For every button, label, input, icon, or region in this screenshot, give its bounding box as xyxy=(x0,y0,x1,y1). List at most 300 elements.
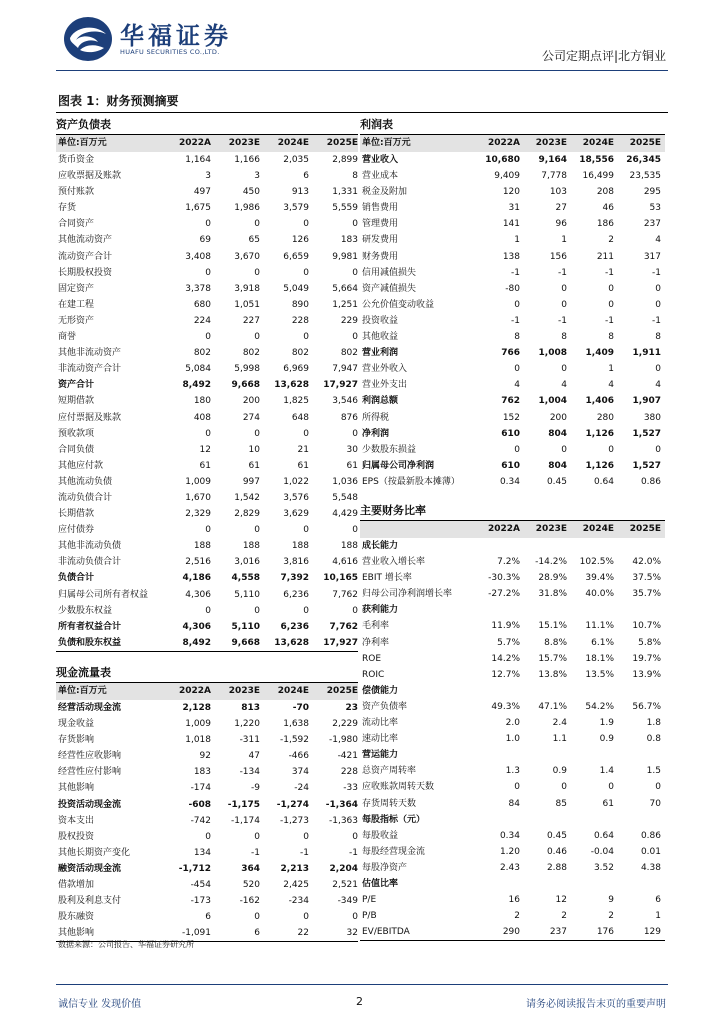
row-value: 46 xyxy=(602,203,614,214)
row-value: -1 xyxy=(605,267,614,278)
row-value: -162 xyxy=(239,896,260,907)
row-value: 0.34 xyxy=(499,830,520,841)
row-value: 1.5 xyxy=(646,766,661,777)
row-value: 30 xyxy=(346,444,358,455)
row-value: 9,981 xyxy=(332,251,358,262)
row-value: 0 xyxy=(254,605,260,616)
report-type: 公司定期点评|北方铜业 xyxy=(541,49,666,63)
table-row xyxy=(56,474,358,490)
row-value xyxy=(520,812,567,828)
row-value: 4 xyxy=(655,380,661,391)
row-value: 10,680 xyxy=(485,155,520,165)
row-label: 营业利润 xyxy=(362,348,399,359)
row-value: 0 xyxy=(352,912,358,923)
row-value xyxy=(614,876,661,892)
row-value: 0 xyxy=(608,283,614,294)
row-value: 0.86 xyxy=(640,830,661,841)
row-value: 3,579 xyxy=(283,203,309,214)
row-label: 归属母公司所有者权益 xyxy=(58,589,149,600)
row-value: 1 xyxy=(608,364,614,375)
table-row xyxy=(56,813,358,829)
row-value: 5,084 xyxy=(185,364,211,375)
row-value: 0 xyxy=(352,605,358,616)
table-title: 利润表 xyxy=(360,116,665,135)
row-value: 2,229 xyxy=(332,719,358,730)
row-value: 0 xyxy=(303,912,309,923)
table-row xyxy=(360,168,665,184)
table-row xyxy=(56,458,358,474)
row-value: -454 xyxy=(190,880,211,891)
row-value: 0 xyxy=(561,283,567,294)
row-value: 997 xyxy=(242,476,260,487)
header-2024e: 2024E xyxy=(582,524,614,534)
row-value: 6,236 xyxy=(283,589,309,600)
row-value: 2,521 xyxy=(332,880,358,891)
header-2025e: 2025E xyxy=(326,138,358,148)
row-value: 47.1% xyxy=(538,701,567,712)
row-label: 资本支出 xyxy=(58,815,95,826)
row-value: 28.9% xyxy=(538,573,567,584)
row-value: 648 xyxy=(291,412,309,423)
row-value: 0 xyxy=(205,332,211,343)
row-label: 应收票据及账款 xyxy=(58,171,122,182)
table-row xyxy=(56,152,358,168)
row-label: 应付票据及账款 xyxy=(58,412,122,423)
row-label: 信用减值损失 xyxy=(362,267,417,278)
row-value: 6 xyxy=(205,912,211,923)
row-value: 2.0 xyxy=(505,718,520,729)
row-value: 152 xyxy=(502,412,520,423)
page-number: 2 xyxy=(356,995,363,1008)
table-row xyxy=(56,635,358,651)
row-label: 每股经营现金流 xyxy=(362,846,426,857)
row-value: 211 xyxy=(596,251,614,262)
row-value: 2,899 xyxy=(332,155,358,165)
table-row xyxy=(360,812,665,828)
row-label: 其他应付款 xyxy=(58,460,104,471)
table-row xyxy=(360,410,665,426)
row-value: 53 xyxy=(649,203,661,214)
row-value: -349 xyxy=(337,896,358,907)
row-value: 39.4% xyxy=(585,573,614,584)
row-value: 1,911 xyxy=(632,348,661,359)
row-value: 26,345 xyxy=(626,155,661,165)
huafu-logo xyxy=(62,14,242,64)
row-value: 183 xyxy=(193,767,211,778)
row-label: 公允价值变动收益 xyxy=(362,299,435,310)
row-value: -0.04 xyxy=(590,846,614,857)
row-label: 预收款项 xyxy=(58,428,95,439)
row-label: 营业外支出 xyxy=(362,380,408,391)
row-value: 10.7% xyxy=(632,621,661,632)
row-value: 8 xyxy=(514,332,520,343)
row-value: 876 xyxy=(340,412,358,423)
table-row xyxy=(56,297,358,313)
row-value: 21 xyxy=(297,444,309,455)
row-value: 762 xyxy=(501,396,520,407)
row-value: 0.64 xyxy=(593,476,614,487)
row-value: 11.9% xyxy=(491,621,520,632)
row-label: 其他长期资产变化 xyxy=(58,847,131,858)
table-body xyxy=(360,152,665,490)
row-label: 所得税 xyxy=(362,412,390,423)
table-body xyxy=(56,152,358,651)
header-blank xyxy=(360,521,473,538)
row-value: 141 xyxy=(502,219,520,230)
row-label: 归母公司净利润增长率 xyxy=(362,589,453,600)
row-value xyxy=(473,747,520,763)
row-value: 42.0% xyxy=(632,557,661,568)
row-label: 股权投资 xyxy=(58,831,95,842)
table-title: 现金流量表 xyxy=(56,664,358,683)
row-value: 3,378 xyxy=(185,283,211,294)
row-label: 合同负债 xyxy=(58,444,95,455)
table-row xyxy=(360,586,665,602)
row-value: 1.4 xyxy=(599,766,614,777)
table-header-row xyxy=(56,135,358,152)
row-label: 非流动资产合计 xyxy=(58,364,122,375)
row-value: 0 xyxy=(205,219,211,230)
row-value: 22 xyxy=(297,928,309,939)
row-value: 610 xyxy=(501,428,520,439)
row-label: EV/EBITDA xyxy=(362,927,410,938)
row-value: -311 xyxy=(239,735,260,746)
row-label: 利润总额 xyxy=(362,396,399,407)
table-row xyxy=(56,345,358,361)
row-value: 3 xyxy=(254,171,260,182)
table-row xyxy=(360,474,665,490)
row-value: 3,918 xyxy=(234,283,260,294)
row-value: 766 xyxy=(501,348,520,359)
row-value xyxy=(614,538,661,554)
row-value: 0.86 xyxy=(640,476,661,487)
row-value: 11.1% xyxy=(585,621,614,632)
row-value: 802 xyxy=(193,348,211,359)
row-value: 9,164 xyxy=(538,155,567,165)
row-label: 长期股权投资 xyxy=(58,267,113,278)
row-value: 70 xyxy=(649,798,661,809)
table-row xyxy=(56,570,358,586)
row-label: 研发费用 xyxy=(362,235,399,246)
row-value: -134 xyxy=(239,767,260,778)
table-row xyxy=(360,265,665,281)
row-label: 商誉 xyxy=(58,332,77,343)
row-value xyxy=(567,602,614,618)
row-label: 借款增加 xyxy=(58,880,95,891)
row-value: 65 xyxy=(248,235,260,246)
row-value: 23,535 xyxy=(629,171,661,182)
table-row xyxy=(360,924,665,940)
row-value: 4 xyxy=(561,380,567,391)
row-value: 0 xyxy=(608,444,614,455)
row-value: 2,128 xyxy=(182,703,211,713)
row-value: 1.8 xyxy=(646,718,661,729)
row-value: 0 xyxy=(303,428,309,439)
row-value: 1.1 xyxy=(552,734,567,745)
row-value: 1,638 xyxy=(283,719,309,730)
table-row xyxy=(56,748,358,764)
header-2025e: 2025E xyxy=(326,686,358,696)
row-value: 610 xyxy=(501,460,520,471)
row-value: -1,174 xyxy=(230,815,260,826)
row-value: 49.3% xyxy=(491,701,520,712)
row-value: 16 xyxy=(508,895,520,906)
row-value: 0 xyxy=(608,782,614,793)
row-value: 9,668 xyxy=(231,380,260,391)
row-label: 其他非流动负债 xyxy=(58,541,122,552)
table-row xyxy=(56,893,358,909)
row-label: 存货 xyxy=(58,203,77,214)
table-row xyxy=(56,426,358,442)
row-value: 40.0% xyxy=(585,589,614,600)
row-value: 8,492 xyxy=(182,380,211,391)
row-label: EPS（按最新股本摊薄） xyxy=(362,476,460,487)
row-label: 净利率 xyxy=(362,637,390,648)
row-value: 0 xyxy=(655,299,661,310)
table-row xyxy=(360,731,665,747)
row-value: 1.3 xyxy=(505,766,520,777)
row-value: 183 xyxy=(340,235,358,246)
footer-divider xyxy=(56,984,668,985)
row-value: 450 xyxy=(242,187,260,198)
row-value: 0 xyxy=(655,283,661,294)
table-bottom-rule xyxy=(56,651,358,652)
row-value: 1 xyxy=(655,911,661,922)
row-label: 速动比率 xyxy=(362,734,399,745)
table-row xyxy=(56,232,358,248)
row-value: 103 xyxy=(549,187,567,198)
row-label: 合同资产 xyxy=(58,219,95,230)
row-value: 1,986 xyxy=(234,203,260,214)
row-value: 13,628 xyxy=(274,637,309,648)
row-value: 84 xyxy=(508,798,520,809)
row-value: 69 xyxy=(199,235,211,246)
row-value: 96 xyxy=(555,219,567,230)
row-value: -1 xyxy=(652,315,661,326)
row-value: 0 xyxy=(205,605,211,616)
row-value: 8.8% xyxy=(544,637,567,648)
row-value: 6 xyxy=(254,928,260,939)
row-value: 237 xyxy=(643,219,661,230)
row-value: 913 xyxy=(291,187,309,198)
row-value: 12 xyxy=(199,444,211,455)
row-label: 流动资产合计 xyxy=(58,251,113,262)
row-value xyxy=(614,812,661,828)
row-value: 0 xyxy=(655,364,661,375)
row-value: 0.64 xyxy=(593,830,614,841)
row-label: 估值比率 xyxy=(362,878,399,889)
table-row xyxy=(360,828,665,844)
row-value: 120 xyxy=(502,187,520,198)
table-row xyxy=(360,442,665,458)
row-value: 5,049 xyxy=(283,283,309,294)
header-2025e: 2025E xyxy=(629,138,661,148)
table-row xyxy=(56,587,358,603)
table-row xyxy=(56,377,358,393)
row-value xyxy=(473,876,520,892)
row-value: -1 xyxy=(652,267,661,278)
row-value: 1 xyxy=(561,235,567,246)
row-label: 所有者权益合计 xyxy=(58,621,122,632)
row-value: -173 xyxy=(190,896,211,907)
row-value xyxy=(473,602,520,618)
row-value xyxy=(520,538,567,554)
row-value: 0 xyxy=(352,525,358,536)
row-value: 374 xyxy=(291,767,309,778)
row-value: 9 xyxy=(608,895,614,906)
row-label: 短期借款 xyxy=(58,396,95,407)
row-value: 802 xyxy=(340,348,358,359)
row-value: 61 xyxy=(602,798,614,809)
row-label: 其他非流动资产 xyxy=(58,348,122,359)
row-value: 804 xyxy=(548,460,567,471)
row-value: 2,329 xyxy=(185,509,211,520)
row-value: 0.45 xyxy=(546,830,567,841)
row-value: 0 xyxy=(352,332,358,343)
row-value: 4,616 xyxy=(332,557,358,568)
row-label: 其他影响 xyxy=(58,783,95,794)
row-value: -1 xyxy=(558,315,567,326)
table-row xyxy=(56,249,358,265)
row-value: 0 xyxy=(254,912,260,923)
table-row xyxy=(360,297,665,313)
row-value: -1 xyxy=(511,315,520,326)
table-row xyxy=(56,732,358,748)
row-value: 12 xyxy=(555,895,567,906)
table-row xyxy=(56,603,358,619)
table-body xyxy=(360,538,665,940)
row-value: 23 xyxy=(345,703,358,713)
row-value: -1,712 xyxy=(178,863,211,874)
row-value: 4,186 xyxy=(182,573,211,584)
row-label: 资产负债率 xyxy=(362,701,408,712)
row-value: 17,927 xyxy=(323,380,358,391)
table-row xyxy=(56,861,358,877)
header-unit: 单位:百万元 xyxy=(58,138,107,148)
row-value: 56.7% xyxy=(632,701,661,712)
table-row xyxy=(360,892,665,908)
cash-flow-table xyxy=(56,664,358,942)
row-label: P/B xyxy=(362,911,377,922)
table-row xyxy=(56,764,358,780)
row-value xyxy=(614,683,661,699)
table-row xyxy=(360,715,665,731)
row-value xyxy=(473,812,520,828)
row-label: 获利能力 xyxy=(362,605,399,616)
row-value: 8 xyxy=(352,171,358,182)
row-label: ROE xyxy=(362,653,382,664)
row-value: 3 xyxy=(205,171,211,182)
row-value: 0 xyxy=(514,299,520,310)
table-row xyxy=(360,458,665,474)
row-value: 188 xyxy=(242,541,260,552)
row-value: 4,558 xyxy=(231,573,260,584)
table-row xyxy=(56,909,358,925)
row-value: 0 xyxy=(561,364,567,375)
row-value: 0 xyxy=(303,525,309,536)
row-value: -24 xyxy=(294,783,309,794)
logo-swirl-icon xyxy=(62,14,114,64)
row-label: P/E xyxy=(362,895,377,906)
row-label: 少数股东损益 xyxy=(362,444,417,455)
row-value: 274 xyxy=(242,412,260,423)
row-label: 净利润 xyxy=(362,428,390,439)
row-value: 1,527 xyxy=(632,428,661,439)
row-value: 0 xyxy=(514,782,520,793)
table-row xyxy=(360,393,665,409)
row-value: 15.7% xyxy=(538,653,567,664)
row-label: 应付债券 xyxy=(58,525,95,536)
row-value: 180 xyxy=(193,396,211,407)
table-row xyxy=(360,844,665,860)
row-value: 92 xyxy=(199,751,211,762)
row-value: 4,306 xyxy=(185,589,211,600)
header-2025e: 2025E xyxy=(629,524,661,534)
row-label: 经营性应收影响 xyxy=(58,751,122,762)
row-value: 6 xyxy=(655,895,661,906)
row-value xyxy=(567,747,614,763)
row-value: 802 xyxy=(291,348,309,359)
row-label: 流动负债合计 xyxy=(58,492,113,503)
logo-chinese-name: 华福证券 xyxy=(120,21,232,50)
table-row xyxy=(360,329,665,345)
row-value: 7.2% xyxy=(497,557,520,568)
row-value: 1,126 xyxy=(585,460,614,471)
row-value: 2 xyxy=(608,911,614,922)
row-value: 408 xyxy=(193,412,211,423)
table-row xyxy=(56,313,358,329)
row-value: 61 xyxy=(248,460,260,471)
row-value: 0 xyxy=(205,831,211,842)
row-label: 负债和股东权益 xyxy=(58,637,122,648)
row-value: 7,392 xyxy=(280,573,309,584)
row-value: 2,425 xyxy=(283,880,309,891)
row-value: -421 xyxy=(337,751,358,762)
row-label: 其他流动资产 xyxy=(58,235,113,246)
row-value: 1,406 xyxy=(585,396,614,407)
row-label: 少数股东权益 xyxy=(58,605,113,616)
table-row xyxy=(360,281,665,297)
balance-sheet-table xyxy=(56,116,358,652)
row-value: 1,018 xyxy=(185,735,211,746)
row-value: 0 xyxy=(205,525,211,536)
row-value: 0 xyxy=(303,605,309,616)
row-value: 5,559 xyxy=(332,203,358,214)
table-row xyxy=(360,232,665,248)
row-label: 其他收益 xyxy=(362,332,399,343)
row-value: 1,220 xyxy=(234,719,260,730)
table-row xyxy=(360,570,665,586)
row-value: 1,022 xyxy=(283,476,309,487)
row-value: 0.8 xyxy=(646,734,661,745)
row-value: 138 xyxy=(502,251,520,262)
footer-slogan: 诚信专业 发现价值 xyxy=(58,999,142,1010)
row-value xyxy=(567,538,614,554)
table-row xyxy=(360,361,665,377)
table-row xyxy=(56,538,358,554)
row-value: 156 xyxy=(549,251,567,262)
row-value: 1.9 xyxy=(599,718,614,729)
table-body xyxy=(56,700,358,941)
row-value: 32 xyxy=(346,928,358,939)
row-value: 61 xyxy=(297,460,309,471)
row-value xyxy=(567,812,614,828)
row-value: 317 xyxy=(643,251,661,262)
row-value: 1,166 xyxy=(234,155,260,165)
row-value: 8 xyxy=(561,332,567,343)
header-unit: 单位:百万元 xyxy=(362,138,411,148)
header-unit: 单位:百万元 xyxy=(58,686,107,696)
